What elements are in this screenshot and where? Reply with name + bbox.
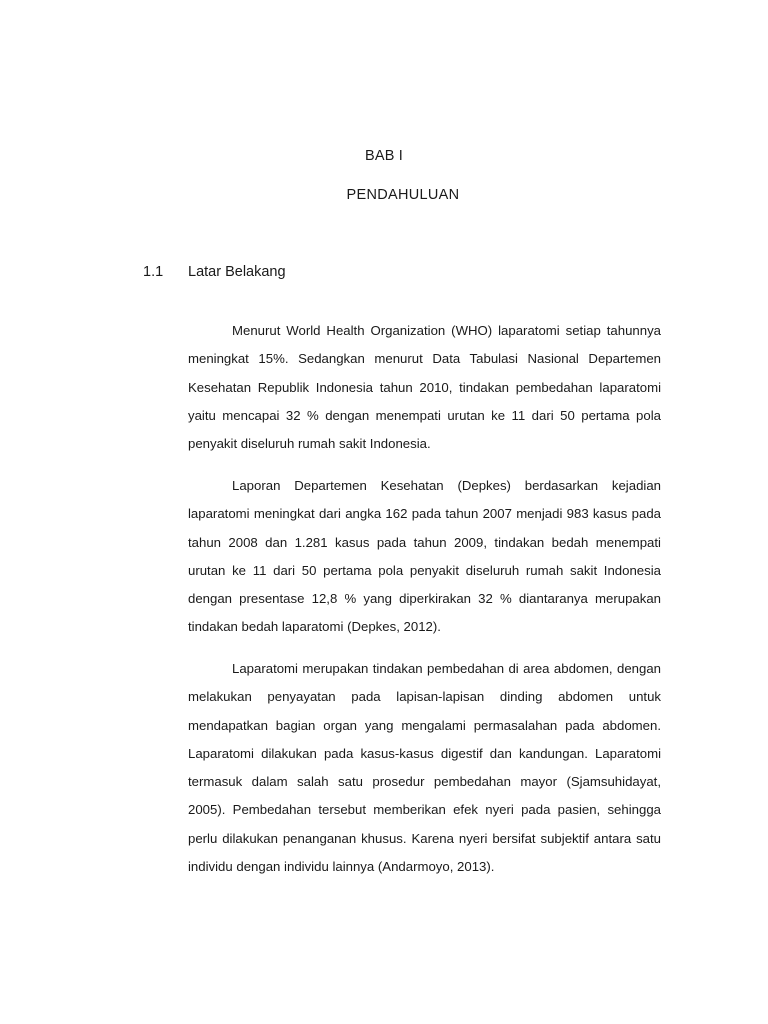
chapter-title: PENDAHULUAN xyxy=(346,187,460,203)
body-paragraph-1: Menurut World Health Organization (WHO) laparatomi setiap tahunnya meningkat 15%. Sedangkan menurut Data Tabulasi Nasional Departemen Kesehatan Republik Indonesia tahun 2010, tindakan pembedahan laparatomi yaitu mencapai 32 % dengan menempati urutan ke 11 dari 50 pertama pola penyakit diseluruh rumah sakit Indonesia. xyxy=(188,323,661,452)
chapter-label: BAB I xyxy=(364,148,404,164)
body-paragraph-3: Laparatomi merupakan tindakan pembedahan di area abdomen, dengan melakukan penyayatan pada lapisan-lapisan dinding abdomen untuk mendapatkan bagian organ yang mengalami permasalahan pada abdomen. Laparatomi dilakukan pada kasus-kasus digestif dan kandungan. Laparatomi termasuk dalam salah satu prosedur pembedahan mayor (Sjamsuhidayat, 2005). Pembedahan tersebut memberikan efek nyeri pada pasien, sehingga perlu dilakukan penanganan khusus. Karena nyeri bersifat subjektif antara satu individu dengan individu lainnya (Andarmoyo, 2013). xyxy=(188,661,661,875)
section-number: 1.1 xyxy=(143,264,164,280)
section-title: Latar Belakang xyxy=(188,264,286,280)
body-paragraph-2: Laporan Departemen Kesehatan (Depkes) berdasarkan kejadian laparatomi meningkat dari angka 162 pada tahun 2007 menjadi 983 kasus pada tahun 2008 dan 1.281 kasus pada tahun 2009, tindakan bedah menempati urutan ke 11 dari 50 pertama pola penyakit diseluruh rumah sakit Indonesia dengan presentase 12,8 % yang diperkirakan 32 % diantaranya merupakan tindakan bedah laparatomi (Depkes, 2012). xyxy=(188,478,661,635)
